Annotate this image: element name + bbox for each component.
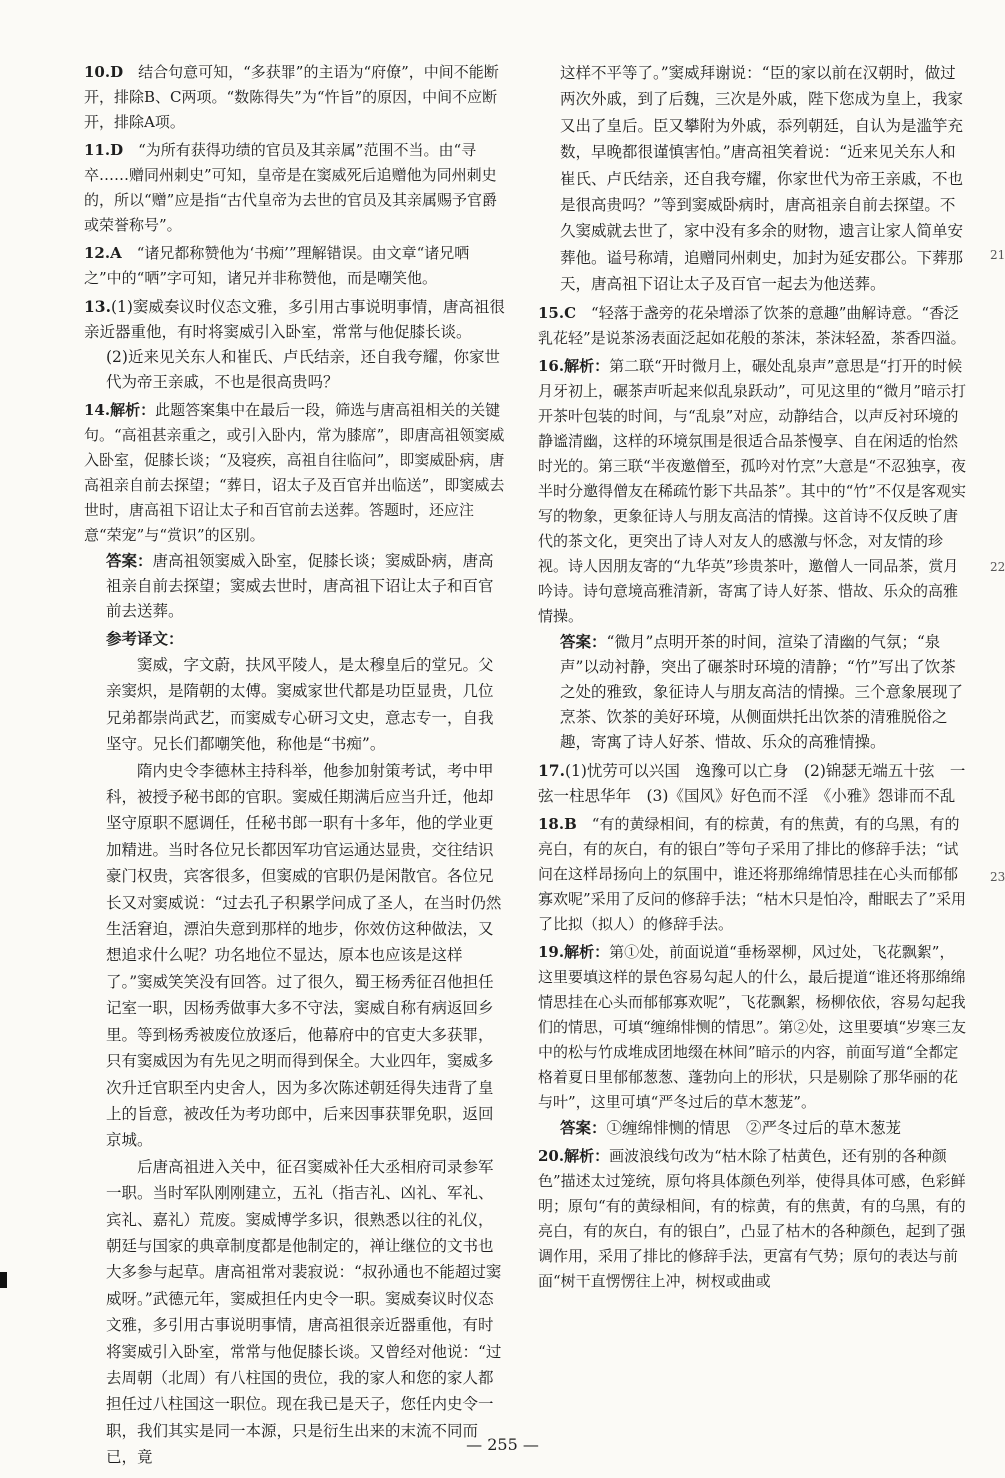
question-10-number: 10.D	[84, 63, 124, 81]
question-11	[84, 138, 506, 238]
question-14-number: 14.	[84, 401, 111, 419]
question-11-number: 11.D	[84, 141, 124, 159]
question-14	[84, 398, 506, 1471]
question-15-text: “轻落于盏旁的花朵增添了饮茶的意趣”曲解诗意。“香泛乳花轻”是说茶汤表面泛起如花般的茶沫，茶沫轻盈，茶香四溢。	[538, 303, 966, 347]
question-10	[84, 60, 506, 135]
edge-mark-22: 22	[990, 560, 1005, 574]
question-16-number: 16.	[538, 356, 565, 375]
question-14-jiexi-label: 解析：	[110, 401, 156, 419]
edge-mark-21: 21	[990, 248, 1005, 262]
question-19	[538, 940, 968, 1141]
question-20-jiexi: 画波浪线句改为“枯木除了枯黄色，还有别的各种颜色”描述太过笼统，原句将具体颜色列举，使得具体可感，色彩鲜明；原句“有的黄绿相间，有的棕黄，有的焦黄，有的乌黑，有的亮白，有的灰白，有的银白”，凸显了枯木的各种颜色，起到了强调作用，采用了排比的修辞手法，更富有气势；原句的表达与前面“树干直愣愣往上冲，树杈或曲或	[538, 1146, 966, 1290]
question-20	[538, 1144, 968, 1294]
question-17-number: 17.	[538, 760, 565, 780]
question-16-jiexi-label: 解析：	[564, 356, 610, 375]
question-16-jiexi: 第二联“开时微月上，碾处乱泉声”意思是“打开的时候月牙初上，碾茶声听起来似乱泉跃动”，可见这里的“微月”暗示打开茶叶包装的时间，与“乱泉”对应，动静结合，以声反衬环境的静谧清幽，这样的环境氛围是很适合品茶慢享、自在闲适的怡然时光的。第三联“半夜邀僧至，孤吟对竹烹”大意是“不忍独享，夜半时分邀得僧友在稀疏竹影下共品茶”。其中的“竹”不仅是客观实写的物象，更象征诗人与朋友高洁的情操。这首诗不仅反映了唐代的茶文化，更突出了诗人对友人的感激与怀念，对友情的珍视。诗人因朋友寄的“九华英”珍贵茶叶，邀僧人一同品茶，赏月吟诗。诗句意境高雅清新，寄寓了诗人好茶、惜故、乐众的高雅情操。	[538, 356, 967, 625]
question-13-text: (1)窦威奏议时仪态文雅，多引用古事说明事情，唐高祖很亲近器重他，有时将窦威引入卧室，常常与他促膝长谈。	[84, 298, 505, 341]
question-11-text: “为所有获得功绩的官员及其亲属”范围不当。由“寻卒……赠同州刺史”可知，皇帝是在窦威死后追赠他为同州刺史的，所以“赠”应是指“古代皇帝为去世的官员及其亲属赐予官爵或荣誉称号”。	[84, 141, 498, 234]
right-column	[538, 60, 968, 1297]
question-16-answer-text: “微月”点明开茶的时间，渲染了清幽的气氛；“泉声”以动衬静，突出了碾茶时环境的清静；“竹”写出了饮茶之处的雅致，象征诗人与朋友高洁的情操。三个意象展现了烹茶、饮茶的美好环境，从侧面烘托出饮茶的清雅脱俗之趣，寄寓了诗人好茶、惜故、乐众的高雅情操。	[560, 632, 964, 751]
question-16-answer-label: 答案：	[560, 631, 607, 651]
question-15-number: 15.C	[538, 303, 577, 322]
question-12-text: “诸兄都称赞他为‘书痴’”理解错误。由文章“诸兄哂之”中的“哂”字可知，诸兄并非称赞他，而是嘲笑他。	[84, 244, 470, 287]
question-19-jiexi-label: 解析：	[564, 942, 610, 961]
page-number: — 255 —	[466, 1435, 539, 1454]
left-column	[84, 60, 506, 1474]
question-19-jiexi: 第①处，前面说道“垂杨翠柳，风过处，飞花飘絮”，这里要填这样的景色容易勾起人的什么，最后提道“谁还将那绵绵情思挂在心头而郁郁寡欢呢”，飞花飘絮，杨柳依依，容易勾起我们的情思，可填“缠绵悱恻的情思”。第②处，这里要填“岁寒三友中的松与竹成堆成团地缀在林间”暗示的内容，前面写道“全都定格着夏日里郁郁葱葱、蓬勃向上的形状，只是剔除了那华丽的花与叶”，这里可填“严冬过后的草木葱茏”。	[538, 942, 967, 1111]
question-14-answer-text: 唐高祖领窦威入卧室，促膝长谈；窦威卧病，唐高祖亲自前去探望；窦威去世时，唐高祖下诏让太子和百官前去送葬。	[106, 552, 494, 620]
question-13-part-2: (2)近来见关东人和崔氏、卢氏结亲，还自我夸耀，你家世代为帝王亲戚，不也是很高贵吗？	[106, 348, 500, 391]
question-12	[84, 241, 506, 291]
translation-paragraph-3: 后唐高祖进入关中，征召窦威补任大丞相府司录参军一职。当时军队刚刚建立，五礼（指吉礼、凶礼、军礼、宾礼、嘉礼）荒废。窦威博学多识，很熟悉以往的礼仪，朝廷与国家的典章制度都是他制定的，禅让继位的文书也大多参与起草。唐高祖常对裴寂说：“叔孙通也不能超过窦威呀。”武德元年，窦威担任内史令一职。窦威奏议时仪态文雅，多引用古事说明事情，唐高祖很亲近器重他，有时将窦威引入卧室，常常与他促膝长谈。又曾经对他说：“过去周朝（北周）有八柱国的贵位，我的家人和您的家人都担任过八柱国这一职位。现在我已是天子，您任内史令一职，我们其实是同一本源，只是衍生出来的末流不同而已，竟	[106, 1157, 502, 1467]
question-17	[538, 758, 968, 809]
question-19-answer	[538, 1115, 968, 1141]
question-14-answer-label: 答案：	[106, 551, 153, 570]
question-20-jiexi-label: 解析：	[564, 1146, 610, 1165]
question-17-text: (1)忧劳可以兴国 逸豫可以亡身 (2)锦瑟无端五十弦 一弦一柱思华年 (3)《国风》好色而不淫 《小雅》怨诽而不乱	[538, 761, 966, 805]
question-18-text: “有的黄绿相间，有的棕黄，有的焦黄，有的乌黑，有的亮白，有的灰白，有的银白”等句子采用了排比的修辞手法；“试问在这样昂扬向上的氛围中，谁还将那绵绵情思挂在心头而郁郁寡欢呢”采用了反问的修辞手法；“枯木只是怕冷，酣眠去了”采用了比拟（拟人）的修辞手法。	[538, 814, 967, 933]
question-16	[538, 354, 968, 755]
question-15	[538, 301, 968, 351]
edge-mark-23: 23	[990, 870, 1005, 884]
question-13-number: 13.	[84, 297, 111, 316]
question-19-answer-text: ①缠绵悱恻的情思 ②严冬过后的草木葱茏	[606, 1118, 902, 1137]
question-14-jiexi: 此题答案集中在最后一段，筛选与唐高祖相关的关键句。“高祖甚亲重之，或引入卧内，常为膝席”，即唐高祖领窦威入卧室，促膝长谈；“及寝疾，高祖自往临问”，即窦威卧病，唐高祖亲自前去探望；“葬日，诏太子及百官并出临送”，即窦威去世时，唐高祖下诏让太子和百官前去送葬。答题时，还应注意“荣宠”与“赏识”的区别。	[84, 401, 505, 544]
question-18	[538, 812, 968, 937]
question-19-answer-label: 答案：	[560, 1117, 607, 1137]
question-14-answer	[84, 548, 506, 624]
question-19-number: 19.	[538, 942, 565, 961]
question-18-number: 18.B	[538, 814, 577, 833]
reference-translation-label: 参考译文：	[106, 629, 184, 648]
question-16-answer	[538, 629, 968, 755]
question-12-number: 12.A	[84, 244, 122, 262]
translation-paragraph-2: 隋内史令李德林主持科举，他参加射策考试，考中甲科，被授予秘书郎的官职。窦威任期满后应当升迁，他却坚守原职不愿调任，任秘书郎一职有十多年，他的学业更加精进。当时各位兄长都因军功官运通达显贵，交往结识豪门权贵，宾客很多，但窦威的官职仍是闲散官。各位兄长又对窦威说：“过去孔子积累学问成了圣人，在当时仍然生活窘迫，漂泊失意到那样的地步，你效仿这种做法，又想追求什么呢？功名地位不显达，原本也应该是这样了。”窦威笑笑没有回答。过了很久，蜀王杨秀征召他担任记室一职，因杨秀做事大多不守法，窦威自称有病返回乡里。等到杨秀被废位放逐后，他幕府中的官吏大多获罪，只有窦威因为有先见之明而得到保全。大业四年，窦威多次升迁官职至内史舍人，因为多次陈述朝廷得失违背了皇上的旨意，被改任为考功郎中，后来因事获罪免职，返回京城。	[106, 761, 502, 1150]
question-10-text: 结合句意可知，“多获罪”的主语为“府僚”，中间不能断开，排除B、C两项。“数陈得失”为“忤旨”的原因，中间不应断开，排除A项。	[84, 63, 499, 131]
question-13	[84, 294, 506, 395]
question-20-number: 20.	[538, 1146, 565, 1165]
translation-paragraph-1: 窦威，字文蔚，扶风平陵人，是太穆皇后的堂兄。父亲窦炽，是隋朝的太傅。窦威家世代都是功臣显贵，几位兄弟都崇尚武艺，而窦威专心研习文史，意志专一，自我坚守。兄长们都嘲笑他，称他是“书痴”。	[106, 656, 494, 754]
translation-continued: 这样不平等了。”窦威拜谢说：“臣的家以前在汉朝时，做过两次外戚，到了后魏，三次是外戚，陛下您成为皇上，我家又出了皇后。臣又攀附为外戚，忝列朝廷，自认为是滥竽充数，早晚都很谨慎害怕。”唐高祖笑着说：“近来见关东人和崔氏、卢氏结亲，还自我夸耀，你家世代为帝王亲戚，不也是很高贵吗？”等到窦威卧病时，唐高祖亲自前去探望。不久窦威就去世了，家中没有多余的财物，遗言让家人简单安葬他。谥号称靖，追赠同州刺史，加封为延安郡公。下葬那天，唐高祖下诏让太子及百官一起去为他送葬。	[560, 64, 964, 294]
binding-mark	[0, 1272, 7, 1288]
